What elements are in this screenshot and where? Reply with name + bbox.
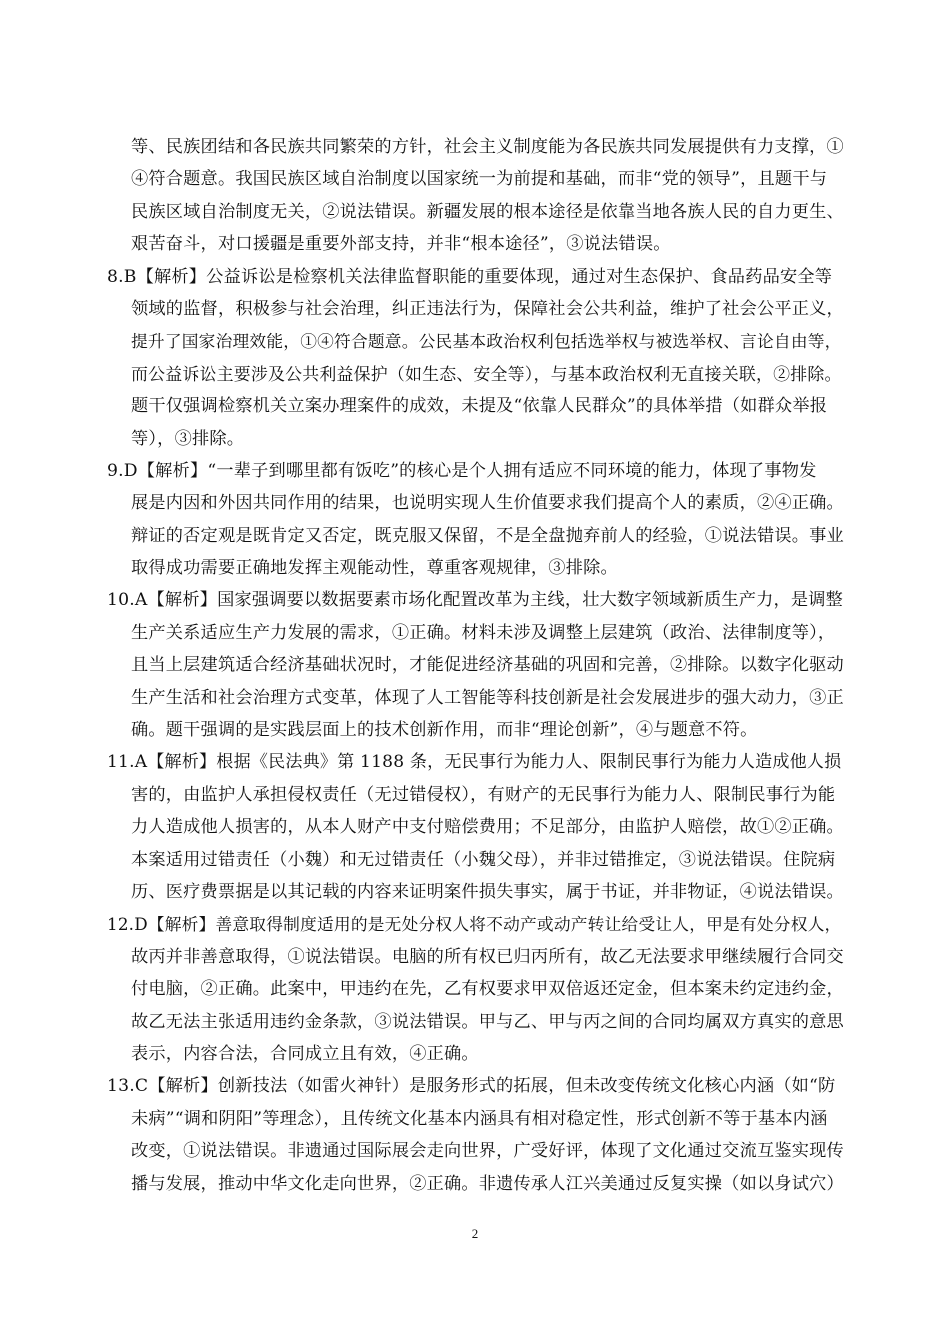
document-body: [107, 131, 845, 1200]
text-line: 付电脑，②正确。此案中，甲违约在先，乙有权要求甲双倍返还定金，但本案未约定违约金，: [131, 979, 844, 1000]
text-line: 提升了国家治理效能，①④符合题意。公民基本政治权利包括选举权与被选举权、言论自由等，: [131, 331, 842, 352]
text-line: 故丙并非善意取得，①说法错误。电脑的所有权已归丙所有，故乙无法要求甲继续履行合同交: [131, 946, 844, 967]
page-number: 2: [471, 1226, 479, 1241]
text-line: 改变，①说法错误。非遗通过国际展会走向世界，广受好评，体现了文化通过交流互鉴实现传: [131, 1141, 844, 1162]
text-line: 且当上层建筑适合经济基础状况时，才能促进经济基础的巩固和完善，②排除。以数字化驱动: [131, 655, 844, 676]
text-line: 取得成功需要正确地发挥主观能动性，尊重客观规律，③排除。: [131, 558, 618, 579]
text-line: 等、民族团结和各民族共同繁荣的方针，社会主义制度能为各民族共同发展提供有力支撑，①: [131, 137, 844, 157]
text-line: 领域的监督，积极参与社会治理，纠正违法行为，保障社会公共利益，维护了社会公平正义，: [131, 298, 844, 319]
text-line: 展是内因和外因共同作用的结果，也说明实现人生价值要求我们提高个人的素质，②④正确。: [131, 493, 844, 514]
text-line: 害的，由监护人承担侵权责任（无过错侵权），有财产的无民事行为能力人、限制民事行为能: [131, 784, 836, 805]
text-line: 力人造成他人损害的，从本人财产中支付赔偿费用；不足部分，由监护人赔偿，故①②正确。: [131, 817, 844, 838]
text-line: ④符合题意。我国民族区域自治制度以国家统一为前提和基础，而非“党的领导”，且题干与: [131, 169, 828, 190]
text-line: 民族区域自治制度无关，②说法错误。新疆发展的根本途径是依靠当地各族人民的自力更生、: [131, 201, 844, 222]
text-line: 等），③排除。: [131, 428, 245, 449]
text-line: 生产生活和社会治理方式变革，体现了人工智能等科技创新是社会发展进步的强大动力，③正: [131, 687, 844, 708]
text-line: 辩证的否定观是既肯定又否定，既克服又保留，不是全盘抛弃前人的经验，①说法错误。事业: [131, 525, 844, 546]
text-line: 生产关系适应生产力发展的需求，①正确。材料未涉及调整上层建筑（政治、法律制度等），: [131, 622, 836, 643]
text-line: 8.B【解析】公益诉讼是检察机关法律监督职能的重要体现，通过对生态保护、食品药品安全等: [107, 266, 833, 287]
text-line: 播与发展，推动中华文化走向世界，②正确。非遗传承人江兴美通过反复实操（如以身试穴）: [131, 1173, 844, 1194]
text-line: 故乙无法主张适用违约金条款，③说法错误。甲与乙、甲与丙之间的合同均属双方真实的意思: [131, 1011, 844, 1032]
text-line: 本案适用过错责任（小魏）和无过错责任（小魏父母），并非过错推定，③说法错误。住院病: [131, 849, 836, 870]
text-line: 12.D【解析】善意取得制度适用的是无处分权人将不动产或动产转让给受让人，甲是有处分权人，: [107, 914, 842, 935]
text-line: 9.D【解析】“一辈子到哪里都有饭吃”的核心是个人拥有适应不同环境的能力，体现了事物发: [107, 460, 817, 481]
text-line: 表示，内容合法，合同成立且有效，④正确。: [131, 1043, 479, 1064]
text-line: 历、医疗费票据是以其记载的内容来证明案件损失事实，属于书证，并非物证，④说法错误。: [131, 881, 844, 902]
text-line: 艰苦奋斗，对口援疆是重要外部支持，并非“根本途径”，③说法错误。: [131, 234, 671, 255]
text-line: 11.A【解析】根据《民法典》第 1188 条，无民事行为能力人、限制民事行为能力人造成他人损: [107, 752, 842, 773]
text-line: 题干仅强调检察机关立案办理案件的成效，未提及“依靠人民群众”的具体举措（如群众举报: [131, 396, 828, 417]
text-line: 而公益诉讼主要涉及公共利益保护（如生态、安全等），与基本政治权利无直接关联，②排除。: [131, 363, 842, 384]
text-line: 未病”“调和阴阳”等理念），且传统文化基本内涵具有相对稳定性，形式创新不等于基本内涵: [131, 1108, 828, 1129]
text-line: 确。题干强调的是实践层面上的技术创新作用，而非“理论创新”，④与题意不符。: [131, 720, 758, 741]
text-line: 13.C【解析】创新技法（如雷火神针）是服务形式的拓展，但未改变传统文化核心内涵（如“防: [107, 1076, 836, 1097]
text-line: 10.A【解析】国家强调要以数据要素市场化配置改革为主线，壮大数字领域新质生产力，是调整: [107, 590, 844, 611]
